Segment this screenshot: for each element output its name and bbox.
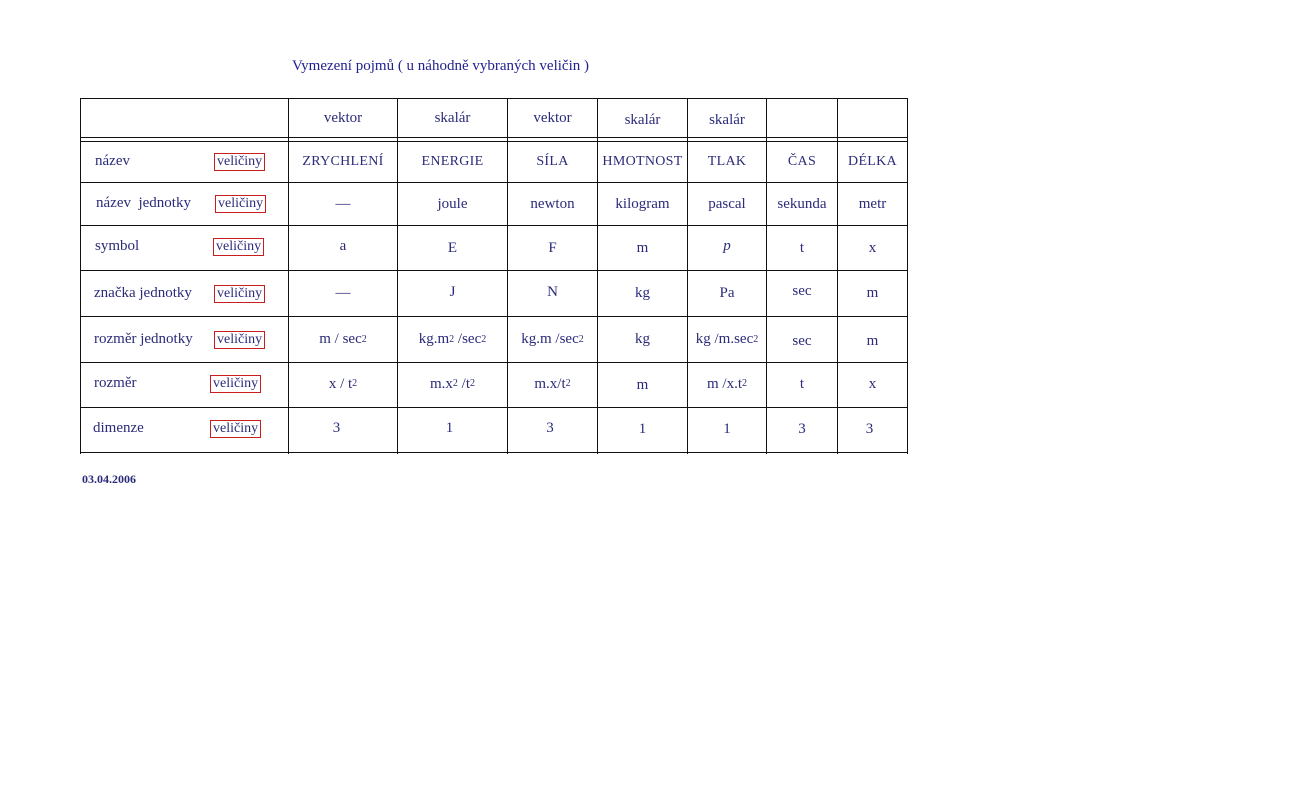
quantity-name: ENERGIE — [421, 154, 484, 169]
unit-mark: sec — [792, 283, 812, 299]
unit-mark: m — [866, 285, 879, 301]
dimension-count: 3 — [865, 420, 874, 437]
type-header: skalár — [709, 111, 745, 128]
type-header — [838, 98, 907, 138]
dimension-count: 1 — [445, 419, 454, 436]
quantity-name: ZRYCHLENÍ — [302, 154, 384, 169]
quantity-dimension: m.x 2 /t 2 — [429, 375, 475, 392]
quantity-name: HMOTNOST — [602, 154, 683, 169]
velicina-box: veličiny — [210, 420, 261, 438]
unit-name: newton — [530, 195, 575, 212]
unit-mark: N — [547, 284, 558, 300]
unit-name: joule — [437, 195, 468, 212]
unit-mark: — — [335, 285, 351, 301]
unit-name: kilogram — [615, 195, 670, 212]
quantity-symbol: F — [548, 239, 557, 256]
unit-name: — — [335, 195, 351, 212]
unit-dimension: kg /m.sec 2 — [695, 331, 759, 347]
row-label-nazev: název veličiny — [80, 142, 288, 182]
unit-name: metr — [858, 195, 887, 212]
quantity-symbol: x — [868, 239, 877, 256]
type-header: skalár — [434, 109, 471, 126]
unit-dimension: kg.m /sec 2 — [521, 331, 584, 347]
quantity-dimension: t — [799, 375, 805, 392]
type-header — [767, 98, 837, 138]
dimension-count: 1 — [638, 420, 647, 437]
dimension-count: 3 — [546, 419, 554, 436]
dimension-count: 1 — [723, 420, 731, 437]
velicina-box: veličiny — [214, 331, 265, 349]
unit-mark: Pa — [719, 285, 735, 301]
quantity-symbol: a — [339, 237, 347, 254]
unit-name: sekunda — [777, 195, 827, 212]
unit-mark: kg — [635, 285, 650, 301]
velicina-box: veličiny — [213, 238, 264, 256]
type-header: skalár — [624, 111, 661, 128]
quantities-table — [80, 98, 908, 454]
quantity-name: DÉLKA — [848, 154, 897, 169]
quantity-dimension: m.x/t 2 — [534, 375, 571, 392]
unit-name: pascal — [708, 195, 746, 212]
quantity-dimension: m /x.t 2 — [706, 375, 747, 392]
type-header: vektor — [533, 109, 572, 126]
row-label-nazev-jednotky: název jednotky veličiny — [80, 183, 288, 225]
unit-dimension: sec — [792, 332, 812, 349]
unit-dimension: kg.m 2 /sec 2 — [418, 331, 487, 347]
unit-dimension: kg — [635, 331, 650, 347]
table-border-bottom — [80, 452, 908, 453]
quantity-symbol: m — [636, 239, 649, 256]
column-divider — [907, 98, 908, 454]
unit-dimension: m / sec 2 — [319, 331, 367, 347]
row-label-rozmer-jednotky: rozměr jednotky veličiny — [80, 317, 288, 362]
dimension-count: 3 — [332, 419, 341, 436]
quantity-name: ČAS — [787, 154, 817, 169]
quantity-symbol: p — [723, 237, 731, 254]
quantity-symbol: E — [447, 239, 458, 256]
document-date: 03.04.2006 — [82, 472, 136, 486]
unit-mark: J — [449, 284, 456, 300]
row-label-symbol: symbol veličiny — [80, 226, 288, 270]
dimension-count: 3 — [798, 420, 806, 437]
velicina-box: veličiny — [214, 285, 265, 303]
quantity-name: TLAK — [707, 154, 747, 169]
row-label-dimenze: dimenze veličiny — [80, 408, 288, 452]
type-header: vektor — [323, 109, 363, 126]
velicina-box: veličiny — [210, 375, 261, 393]
row-label-znacka-jednotky: značka jednotky veličiny — [80, 271, 288, 316]
velicina-box: veličiny — [214, 153, 265, 171]
row-label-rozmer: rozměr veličiny — [80, 363, 288, 407]
quantity-dimension: m — [636, 376, 649, 393]
page-title: Vymezení pojmů ( u náhodně vybraných veličin ) — [292, 58, 589, 74]
quantity-dimension: x — [868, 375, 877, 392]
quantity-dimension: x / t 2 — [328, 375, 358, 392]
quantity-name: SÍLA — [536, 154, 569, 169]
quantity-symbol: t — [799, 239, 805, 256]
velicina-box: veličiny — [215, 195, 266, 213]
unit-dimension: m — [866, 332, 879, 349]
